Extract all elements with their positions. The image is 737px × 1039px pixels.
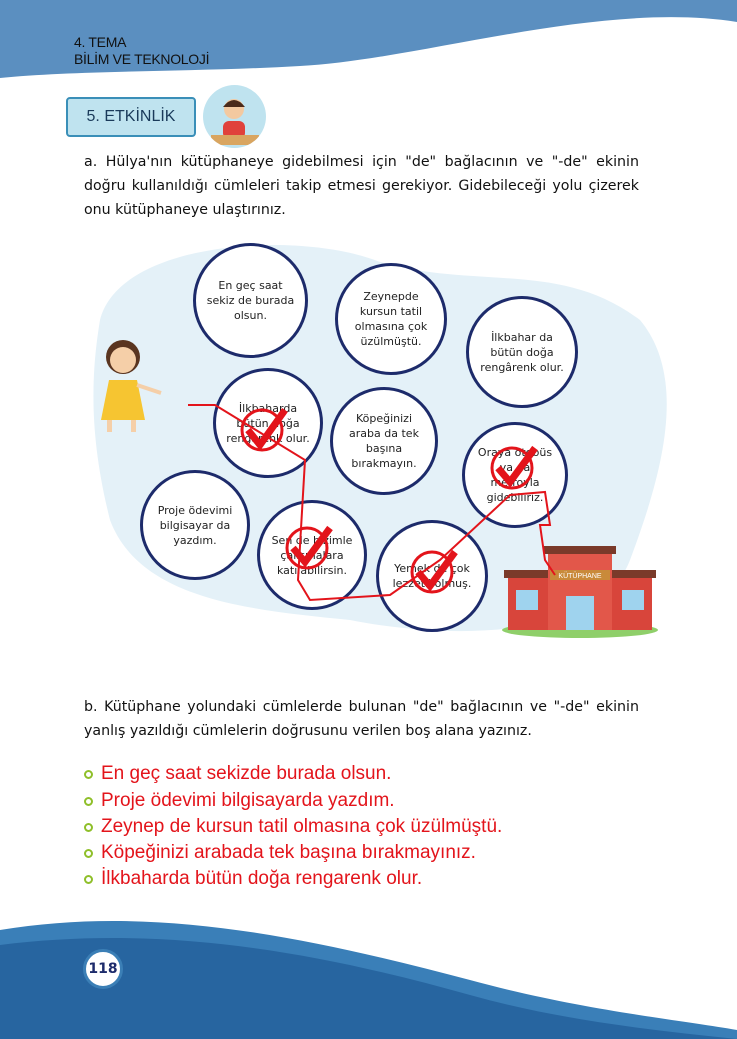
activity-label: 5. ETKİNLİK [86, 108, 176, 125]
bullet-icon [84, 797, 93, 806]
theme-heading [74, 34, 209, 68]
bullet-icon [84, 875, 93, 884]
part-a-instruction: a. Hülya'nın kütüphaneye gidebilmesi için "de" bağlacının ve "-de" ekinin doğru kullanıldığı cümleleri takip etmesi gerekiyor. Gidebileceği yolu çizerek onu kütüphaneye ulaştırınız. [84, 154, 639, 218]
library-building [500, 540, 660, 640]
answer-line [84, 814, 502, 840]
circle-text: Sen de bizimle çalışmalara katılabilirsin. [271, 533, 353, 577]
circle-text: En geç saat sekiz de burada olsun. [206, 279, 295, 322]
answer-line [84, 866, 422, 892]
circle-text: Zeynepde kursun tatil olmasına çok üzülmüştü. [354, 290, 428, 348]
circle-text: Köpeğinizi araba da tek başına bırakmayın. [349, 412, 419, 470]
answer-text: Proje ödevimi bilgisayarda yazdım. [101, 790, 395, 811]
maze-circle[interactable] [257, 500, 367, 610]
activity-badge [66, 97, 196, 137]
maze-circle[interactable] [466, 296, 578, 408]
student-illustration [203, 85, 266, 148]
bullet-icon [84, 849, 93, 858]
theme-number: 4. TEMA [74, 34, 127, 50]
library-sign: KÜTÜPHANE [558, 573, 602, 580]
girl-illustration [95, 335, 165, 435]
circle-text: İlkbahar da bütün doğa rengârenk olur. [480, 330, 564, 374]
answer-text: İlkbaharda bütün doğa rengarenk olur. [101, 868, 423, 889]
circle-text: Yemek de çok lezzetli olmuş. [392, 562, 472, 590]
maze-circle[interactable] [335, 263, 447, 375]
answer-text: Köpeğinizi arabada tek başına bırakmayınız. [101, 842, 476, 863]
bullet-icon [84, 770, 93, 779]
answer-line [84, 840, 476, 866]
answer-line [84, 788, 395, 814]
answer-text: Zeynep de kursun tatil olmasına çok üzülmüştü. [101, 816, 503, 837]
maze-circle[interactable] [140, 470, 250, 580]
circle-text: İlkbaharda bütün doğa rengârenk olur. [226, 401, 310, 445]
part-b-instruction: b. Kütüphane yolundaki cümlelerde bulunan "de" bağlacının ve "-de" ekinin yanlış yazıldığı cümlelerin doğrusunu verilen boş alana yazınız. [84, 699, 639, 739]
page-number: 118 [83, 949, 123, 989]
maze-circle[interactable] [376, 520, 488, 632]
answer-line [84, 761, 391, 787]
answer-text: En geç saat sekizde burada olsun. [101, 763, 392, 784]
theme-title: BİLİM VE TEKNOLOJİ [74, 51, 210, 67]
maze-circle[interactable] [213, 368, 323, 478]
bullet-icon [84, 823, 93, 832]
circle-text: Proje ödevimi bilgisayar da yazdım. [157, 503, 233, 547]
maze-circle[interactable] [462, 422, 568, 528]
maze-circle[interactable] [330, 387, 438, 495]
circle-text: Oraya otobüs ya da metroyla gidebiliriz. [477, 446, 553, 504]
maze-circle[interactable] [193, 243, 308, 358]
